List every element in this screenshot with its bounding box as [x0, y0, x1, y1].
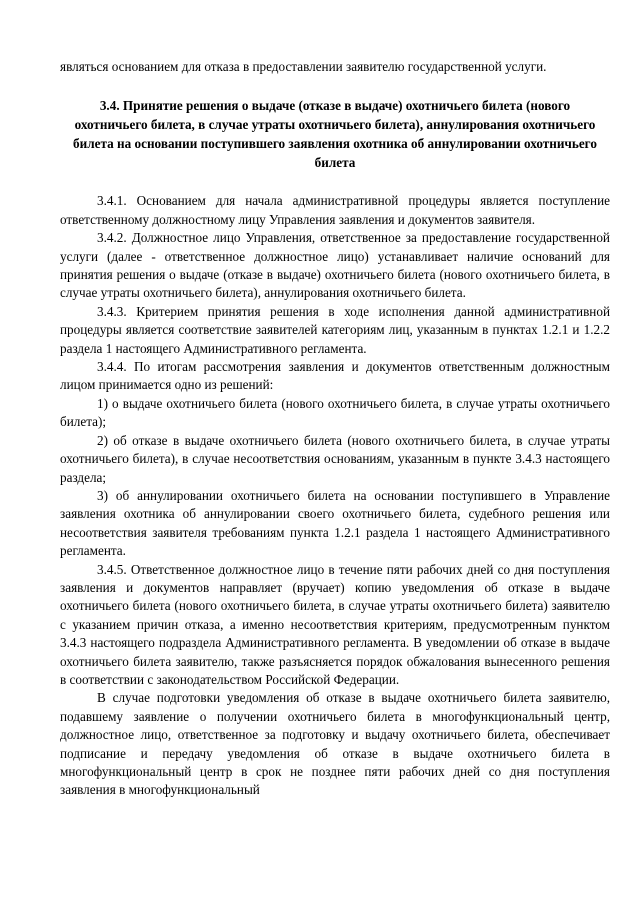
document-page [60, 58, 610, 800]
list-item-2: 2) об отказе в выдаче охотничьего билета (нового охотничьего билета, в случае утраты охотничьего билета), в случае несоответствия основаниям, указанным в пункте 3.4.3 настоящего раздела; [60, 432, 610, 485]
paragraph-3-4-2: 3.4.2. Должностное лицо Управления, ответственное за предоставление государственной услуги (далее - ответственное должностное лицо) устанавливает наличие оснований для принятия решения о выдаче (отказе в выдаче) охотничьего билета (нового охотничьего билета, в случае утраты охотничьего билета), аннулирования охотничьего билета. [60, 230, 610, 301]
paragraph-3-4-1: 3.4.1. Основанием для начала административной процедуры является поступление ответственному должностному лицу Управления заявления и документов заявителя. [60, 193, 610, 227]
paragraph-3-4-5: 3.4.5. Ответственное должностное лицо в течение пяти рабочих дней со дня поступления заявления и документов направляет (вручает) копию уведомления об отказе в выдаче охотничьего билета (нового охотничьего билета, в случае утраты охотничьего билета) заявителю с указанием причин отказа, а именно несоответствия критериям, предусмотренным пунктом 3.4.3 настоящего подраздела Административного регламента. В уведомлении об отказе в выдаче охотничьего билета заявителю, также разъясняется порядок обжалования вынесенного решения в соответствии с законодательством Российской Федерации. [60, 561, 610, 687]
list-item-1: 1) о выдаче охотничьего билета (нового охотничьего билета, в случае утраты охотничьего билета); [60, 395, 610, 430]
intro-fragment: являться основанием для отказа в предоставлении заявителю государственной услуги. [60, 59, 547, 74]
section-heading: 3.4. Принятие решения о выдаче (отказе в выдаче) охотничьего билета (нового охотничьего билета, в случае утраты охотничьего билета), аннулирования охотничьего билета на основании поступившего заявления охотника об аннулировании охотничьего билета [73, 98, 597, 171]
paragraph-refusal-notice: В случае подготовки уведомления об отказе в выдаче охотничьего билета заявителю, подавшему заявление о получении охотничьего билета в многофункциональный центр, должностное лицо, ответственное за подготовку и выдачу охотничьего билета, обеспечивает подписание и передачу уведомления об отказе в выдаче охотничьего билета в многофункциональный центр в срок не позднее пяти рабочих дней со дня поступления заявления в многофункциональный [60, 690, 610, 798]
paragraph-3-4-3: 3.4.3. Критерием принятия решения в ходе исполнения данной административной процедуры является соответствие заявителей категориям лиц, указанным в пунктах 1.2.1 и 1.2.2 раздела 1 настоящего Административного регламента. [60, 303, 610, 356]
paragraph-3-4-4: 3.4.4. По итогам рассмотрения заявления и документов ответственным должностным лицом принимается одно из решений: [60, 359, 610, 393]
list-item-3: 3) об аннулировании охотничьего билета на основании поступившего в Управление заявления охотника об аннулировании своего охотничьего билета, судебного решения или несоответствия заявителя требованиям пункта 1.2.1 раздела 1 настоящего Административного регламента. [60, 487, 610, 559]
